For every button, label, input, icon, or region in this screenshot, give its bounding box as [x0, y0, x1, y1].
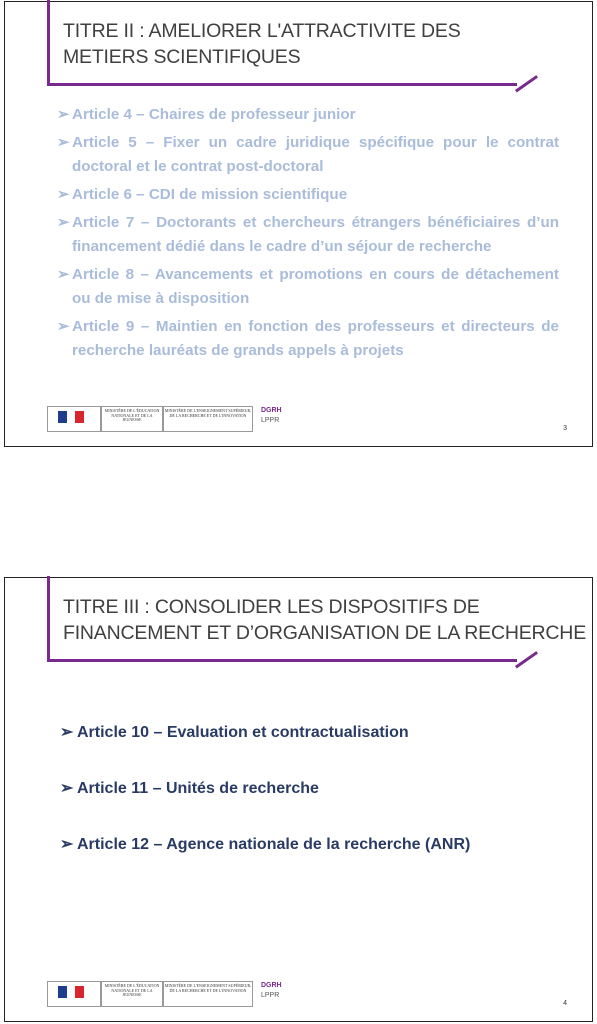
ministry-research-logo: MINISTÈRE DE L'ENSEIGNEMENT SUPÉRIEUR, DE LA RECHERCHE ET DE L'INNOVATION — [163, 981, 253, 1007]
arrow-bullet-icon: ➢ — [57, 186, 70, 203]
flag-icon — [58, 410, 84, 422]
list-item: ➢ Article 7 – Doctorants et chercheurs étrangers bénéficiaires d’un financement dédié dans le cadre d’un séjour de recherche — [57, 211, 559, 259]
slide-footer — [47, 406, 577, 432]
lppr-label: LPPR — [261, 417, 280, 424]
list-item: ➢ Article 11 – Unités de recherche — [60, 777, 540, 801]
slide-titre-2 — [4, 1, 593, 447]
article-list — [57, 103, 559, 367]
list-item: ➢ Article 8 – Avancements et promotions en cours de détachement ou de mise à disposition — [57, 263, 559, 311]
dgrh-label: DGRH — [261, 982, 282, 989]
republic-logo — [47, 406, 101, 432]
ministry-research-logo: MINISTÈRE DE L'ENSEIGNEMENT SUPÉRIEUR, DE LA RECHERCHE ET DE L'INNOVATION — [163, 406, 253, 432]
dgrh-label: DGRH — [261, 407, 282, 414]
arrow-bullet-icon: ➢ — [60, 780, 74, 797]
list-item: ➢ Article 10 – Evaluation et contractualisation — [60, 721, 540, 745]
list-item: ➢ Article 6 – CDI de mission scientifique — [57, 183, 559, 207]
arrow-bullet-icon: ➢ — [57, 106, 70, 123]
article-list — [60, 721, 540, 889]
arrow-bullet-icon: ➢ — [60, 724, 74, 741]
page-number: 4 — [563, 1000, 567, 1007]
list-item: ➢ Article 9 – Maintien en fonction des professeurs et directeurs de recherche lauréats de grands appels à projets — [57, 315, 559, 363]
ministry-education-logo: MINISTÈRE DE L'ÉDUCATION NATIONALE ET DE LA JEUNESSE — [101, 406, 163, 432]
republic-logo — [47, 981, 101, 1007]
slide-footer — [47, 981, 577, 1007]
arrow-bullet-icon: ➢ — [60, 836, 74, 853]
slide-title — [63, 18, 563, 70]
arrow-bullet-icon: ➢ — [57, 214, 70, 231]
slide-title — [63, 594, 586, 646]
list-item: ➢ Article 5 – Fixer un cadre juridique spécifique pour le contrat doctoral et le contrat post-doctoral — [57, 131, 559, 179]
arrow-bullet-icon: ➢ — [57, 318, 70, 335]
slide-titre-3 — [4, 577, 593, 1022]
arrow-bullet-icon: ➢ — [57, 134, 70, 151]
list-item: ➢ Article 12 – Agence nationale de la recherche (ANR) — [60, 833, 540, 857]
lppr-label: LPPR — [261, 992, 280, 999]
title-line-1: TITRE II : AMELIORER L'ATTRACTIVITE DES — [63, 20, 461, 42]
ministry-education-logo: MINISTÈRE DE L'ÉDUCATION NATIONALE ET DE LA JEUNESSE — [101, 981, 163, 1007]
arrow-bullet-icon: ➢ — [57, 266, 70, 283]
list-item: ➢ Article 4 – Chaires de professeur junior — [57, 103, 559, 127]
flag-icon — [58, 985, 84, 997]
title-line-2: FINANCEMENT ET D’ORGANISATION DE LA RECHERCHE — [63, 622, 586, 644]
title-line-1: TITRE III : CONSOLIDER LES DISPOSITIFS DE — [63, 596, 480, 618]
page-number: 3 — [563, 425, 567, 432]
title-line-2: METIERS SCIENTIFIQUES — [63, 46, 301, 68]
